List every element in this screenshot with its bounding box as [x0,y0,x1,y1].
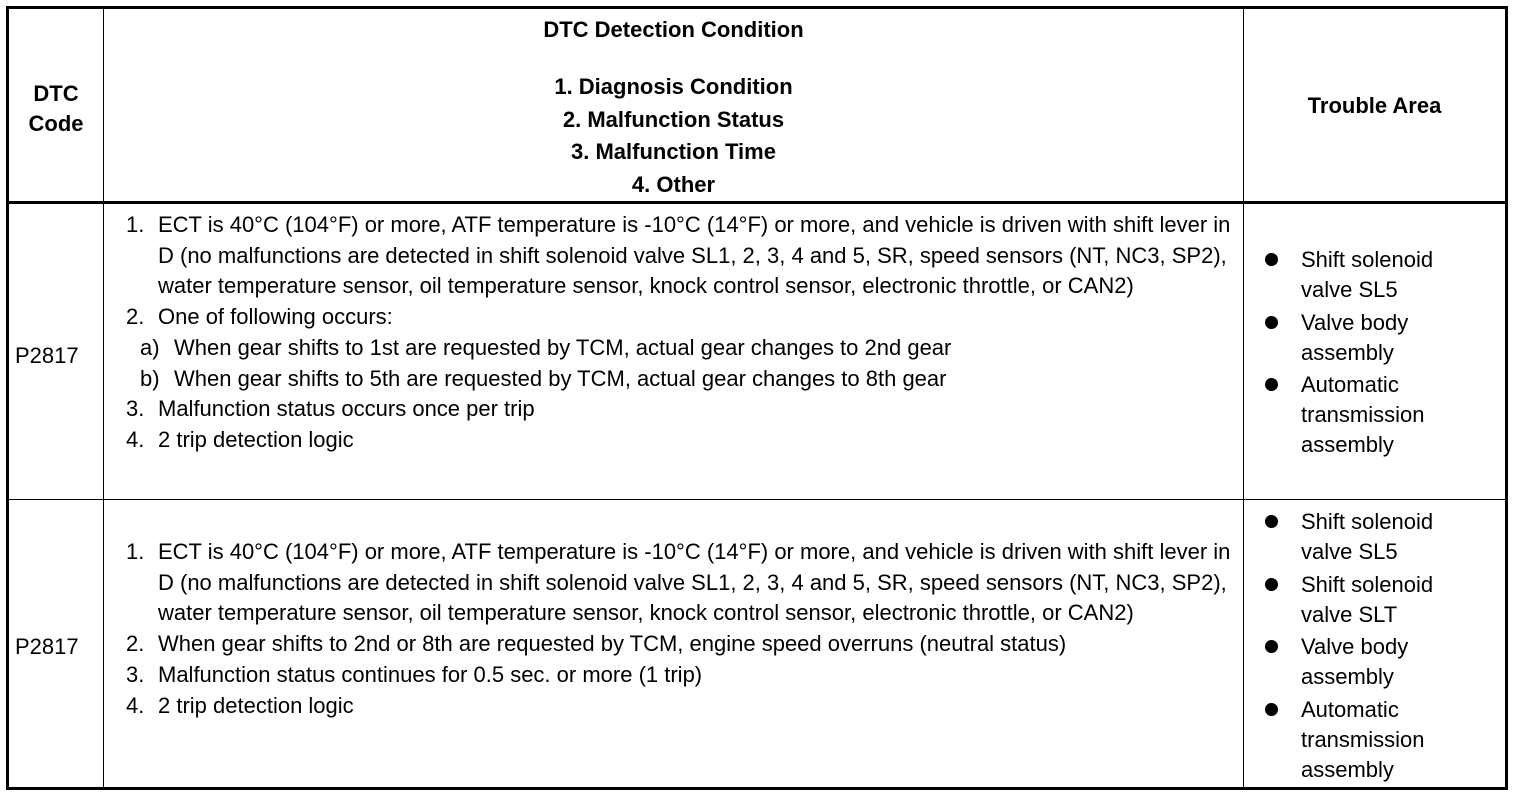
condition-item: 3. Malfunction status occurs once per trip [126,396,535,422]
header-condition-title: DTC Detection Condition [543,17,804,42]
header-divider [9,201,1505,204]
header-condition-item: 1. Diagnosis Condition [554,74,793,99]
bullet-icon [1265,515,1278,528]
trouble-area-item: Automatic transmission assembly [1265,695,1465,785]
condition-item: 1. ECT is 40°C (104°F) or more, ATF temperature is -10°C (14°F) or more, and vehicle is driven with shift lever in D (no malfunctions are detected in shift solenoid valve SL1, 2, 3, 4 and 5, SR, speed sensors (NT, NC3, SP2), water temperature sensor, oil temperature sensor, knock control sensor, electronic throttle, or CAN2) [126,212,1231,299]
condition-cell [126,210,1236,456]
trouble-area-item: Valve body assembly [1265,632,1465,692]
condition-subitem: a) When gear shifts to 1st are requested by TCM, actual gear changes to 2nd gear [140,334,952,360]
header-trouble-area: Trouble Area [1307,93,1442,118]
condition-item: 2. When gear shifts to 2nd or 8th are requested by TCM, engine speed overruns (neutral status) [126,631,1067,657]
condition-item: 3. Malfunction status continues for 0.5 sec. or more (1 trip) [126,661,703,687]
header-condition-item: 3. Malfunction Time [571,139,776,164]
column-divider [1243,9,1244,787]
header-dtc-code [9,79,103,139]
condition-item: 1. ECT is 40°C (104°F) or more, ATF temperature is -10°C (14°F) or more, and vehicle is driven with shift lever in D (no malfunctions are detected in shift solenoid valve SL1, 2, 3, 4 and 5, SR, speed sensors (NT, NC3, SP2), water temperature sensor, oil temperature sensor, knock control sensor, electronic throttle, or CAN2) [126,539,1231,626]
trouble-area-item: Shift solenoid valve SLT [1265,570,1465,630]
dtc-table [6,6,1508,790]
header-dtc-label: DTC [33,81,79,106]
dtc-code-cell: P2817 [15,634,79,659]
bullet-icon [1265,378,1278,391]
row-divider [9,499,1505,500]
condition-item: 2. One of following occurs: [126,304,393,330]
trouble-area-item: Shift solenoid valve SL5 [1265,507,1465,567]
trouble-area-cell [1265,507,1465,787]
condition-item: 4. 2 trip detection logic [126,426,354,452]
trouble-area-item: Valve body assembly [1265,308,1465,368]
bullet-icon [1265,253,1278,266]
condition-item: 4. 2 trip detection logic [126,692,354,718]
bullet-icon [1265,640,1278,653]
header-condition-item: 2. Malfunction Status [562,106,785,132]
header-code-label: Code [28,111,84,136]
trouble-area-item: Automatic transmission assembly [1265,370,1465,460]
condition-cell [126,537,1236,721]
trouble-area-cell [1265,245,1465,463]
bullet-icon [1265,578,1278,591]
dtc-code-cell: P2817 [15,343,79,368]
condition-subitem: b) When gear shifts to 5th are requested by TCM, actual gear changes to 8th gear [140,365,947,391]
bullet-icon [1265,316,1278,329]
header-condition-item: 4. Other [631,171,716,197]
bullet-icon [1265,703,1278,716]
header-detection-condition [104,15,1243,201]
trouble-area-item: Shift solenoid valve SL5 [1265,245,1465,305]
